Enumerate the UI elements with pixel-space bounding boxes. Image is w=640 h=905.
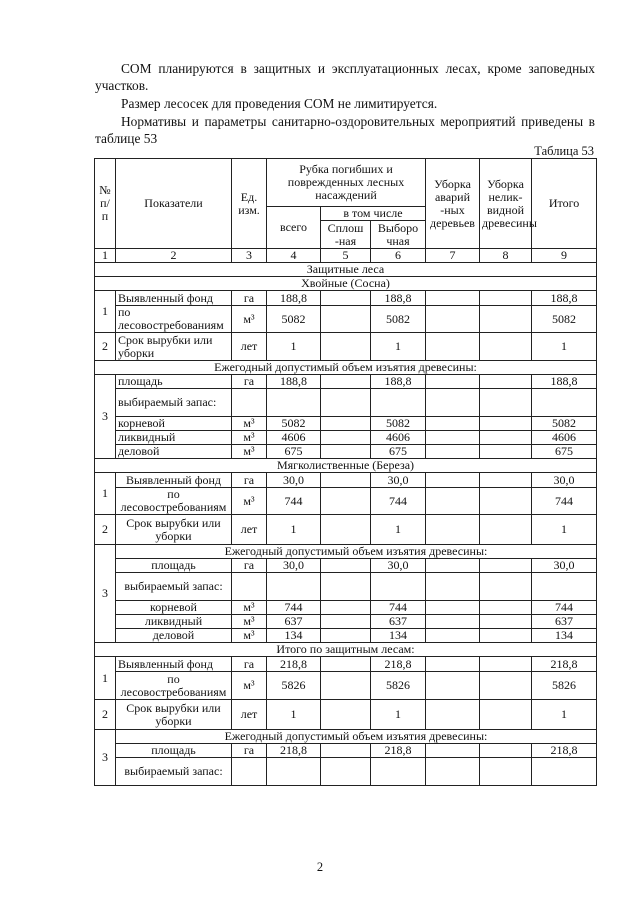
colnum-3: 3 (232, 249, 267, 263)
section-protective: Защитные леса (95, 263, 597, 277)
liquid-total: 4606 (267, 431, 321, 445)
term-total: 1 (267, 515, 321, 545)
colnum-8: 8 (480, 249, 532, 263)
found-ha-sum: 30,0 (532, 473, 597, 488)
root-total: 744 (267, 601, 321, 615)
paragraph-3: Нормативы и параметры санитарно-оздоровительных мероприятий приведены в таблице 53 (95, 114, 595, 146)
area-selective: 218,8 (371, 744, 426, 758)
found-label-2: по лесовостребованиям (116, 672, 232, 700)
term-label: Срок вырубки или уборки (116, 333, 232, 361)
term-selective: 1 (371, 515, 426, 545)
section-total-protective: Итого по защитным лесам: (95, 643, 597, 657)
colnum-9: 9 (532, 249, 597, 263)
unit-m3: м³ (232, 306, 267, 333)
root-selective: 5082 (371, 417, 426, 431)
area-label: площадь (116, 375, 232, 389)
liquid-selective: 637 (371, 615, 426, 629)
header-num: № п/ п (95, 159, 116, 249)
root-sum: 744 (532, 601, 597, 615)
row-num: 2 (95, 515, 116, 545)
root-label: корневой (116, 601, 232, 615)
term-label: Срок вырубки или уборки (116, 515, 232, 545)
term-total: 1 (267, 333, 321, 361)
section-annual: Ежегодный допустимый объем изъятия древесины: (116, 545, 597, 559)
liquid-label: ликвидный (116, 431, 232, 445)
area-selective: 30,0 (371, 559, 426, 573)
area-total: 188,8 (267, 375, 321, 389)
found-m3-total: 744 (267, 488, 321, 515)
page-number: 2 (316, 860, 324, 874)
paragraph-2: Размер лесосек для проведения СОМ не лимитируется. (121, 96, 438, 111)
row-num: 3 (95, 545, 116, 643)
found-ha-sum: 188,8 (532, 291, 597, 306)
row-num: 3 (95, 375, 116, 459)
colnum-1: 1 (95, 249, 116, 263)
found-ha-selective: 218,8 (371, 657, 426, 672)
unit-ha: га (232, 473, 267, 488)
unit-m3: м³ (232, 672, 267, 700)
stock-label: выбираемый запас: (116, 389, 232, 417)
unit-ha: га (232, 291, 267, 306)
row-num: 2 (95, 333, 116, 361)
area-total: 30,0 (267, 559, 321, 573)
colnum-6: 6 (371, 249, 426, 263)
liquid-selective: 4606 (371, 431, 426, 445)
header-clear: Сплош -ная (321, 221, 371, 249)
header-emergency: Уборка аварий -ных деревьев (426, 159, 480, 249)
stock-label: выбираемый запас: (116, 758, 232, 786)
row-num: 1 (95, 473, 116, 515)
area-label: площадь (116, 559, 232, 573)
business-label: деловой (116, 629, 232, 643)
unit-years: лет (232, 515, 267, 545)
found-label-2: по лесовостребованиям (116, 488, 232, 515)
area-sum: 30,0 (532, 559, 597, 573)
business-total: 134 (267, 629, 321, 643)
header-sum: Итого (532, 159, 597, 249)
area-sum: 218,8 (532, 744, 597, 758)
unit-m3: м³ (232, 629, 267, 643)
business-selective: 134 (371, 629, 426, 643)
term-sum: 1 (532, 333, 597, 361)
row-num: 1 (95, 657, 116, 700)
paragraph-1: СОМ планируются в защитных и эксплуатационных лесах, кроме заповедных участков. (95, 61, 595, 93)
found-label: Выявленный фонд (116, 291, 232, 306)
found-ha-selective: 30,0 (371, 473, 426, 488)
found-m3-sum: 5082 (532, 306, 597, 333)
business-total: 675 (267, 445, 321, 459)
term-selective: 1 (371, 700, 426, 730)
found-ha-sum: 218,8 (532, 657, 597, 672)
section-annual: Ежегодный допустимый объем изъятия древесины: (95, 361, 597, 375)
header-unit: Ед. изм. (232, 159, 267, 249)
table-53 (94, 158, 597, 786)
unit-ha: га (232, 657, 267, 672)
header-including: в том числе (321, 207, 426, 221)
term-label: Срок вырубки или уборки (116, 700, 232, 730)
section-annual: Ежегодный допустимый объем изъятия древесины: (116, 730, 597, 744)
business-selective: 675 (371, 445, 426, 459)
term-selective: 1 (371, 333, 426, 361)
header-indicator: Показатели (116, 159, 232, 249)
found-m3-total: 5826 (267, 672, 321, 700)
section-birch: Мягколиственные (Береза) (95, 459, 597, 473)
unit-m3: м³ (232, 417, 267, 431)
area-sum: 188,8 (532, 375, 597, 389)
colnum-7: 7 (426, 249, 480, 263)
root-sum: 5082 (532, 417, 597, 431)
unit-m3: м³ (232, 601, 267, 615)
colnum-5: 5 (321, 249, 371, 263)
unit-m3: м³ (232, 488, 267, 515)
found-label: Выявленный фонд (116, 657, 232, 672)
row-num: 2 (95, 700, 116, 730)
unit-years: лет (232, 700, 267, 730)
liquid-sum: 637 (532, 615, 597, 629)
found-m3-sum: 5826 (532, 672, 597, 700)
root-total: 5082 (267, 417, 321, 431)
found-ha-selective: 188,8 (371, 291, 426, 306)
business-sum: 134 (532, 629, 597, 643)
header-unmarketable: Уборка нелик- видной древесины (480, 159, 532, 249)
unit-m3: м³ (232, 445, 267, 459)
found-label: Выявленный фонд (116, 473, 232, 488)
unit-m3: м³ (232, 431, 267, 445)
header-selective: Выборо чная (371, 221, 426, 249)
header-total: всего (267, 207, 321, 249)
section-conifer: Хвойные (Сосна) (95, 277, 597, 291)
unit-m3: м³ (232, 615, 267, 629)
term-total: 1 (267, 700, 321, 730)
unit-ha: га (232, 559, 267, 573)
business-sum: 675 (532, 445, 597, 459)
term-sum: 1 (532, 700, 597, 730)
liquid-label: ликвидный (116, 615, 232, 629)
found-m3-selective: 744 (371, 488, 426, 515)
liquid-sum: 4606 (532, 431, 597, 445)
row-num: 3 (95, 730, 116, 786)
unit-ha: га (232, 375, 267, 389)
found-m3-selective: 5826 (371, 672, 426, 700)
found-m3-sum: 744 (532, 488, 597, 515)
liquid-total: 637 (267, 615, 321, 629)
business-label: деловой (116, 445, 232, 459)
colnum-4: 4 (267, 249, 321, 263)
root-label: корневой (116, 417, 232, 431)
area-total: 218,8 (267, 744, 321, 758)
root-selective: 744 (371, 601, 426, 615)
header-felling: Рубка погибших и поврежденных лесных насаждений (267, 159, 426, 207)
unit-years: лет (232, 333, 267, 361)
found-m3-selective: 5082 (371, 306, 426, 333)
table-caption: Таблица 53 (534, 144, 594, 158)
unit-ha: га (232, 744, 267, 758)
found-label-2: по лесовостребованиям (116, 306, 232, 333)
found-m3-total: 5082 (267, 306, 321, 333)
colnum-2: 2 (116, 249, 232, 263)
found-ha-total: 30,0 (267, 473, 321, 488)
found-ha-total: 188,8 (267, 291, 321, 306)
term-sum: 1 (532, 515, 597, 545)
row-num: 1 (95, 291, 116, 333)
area-selective: 188,8 (371, 375, 426, 389)
stock-label: выбираемый запас: (116, 573, 232, 601)
area-label: площадь (116, 744, 232, 758)
found-ha-total: 218,8 (267, 657, 321, 672)
